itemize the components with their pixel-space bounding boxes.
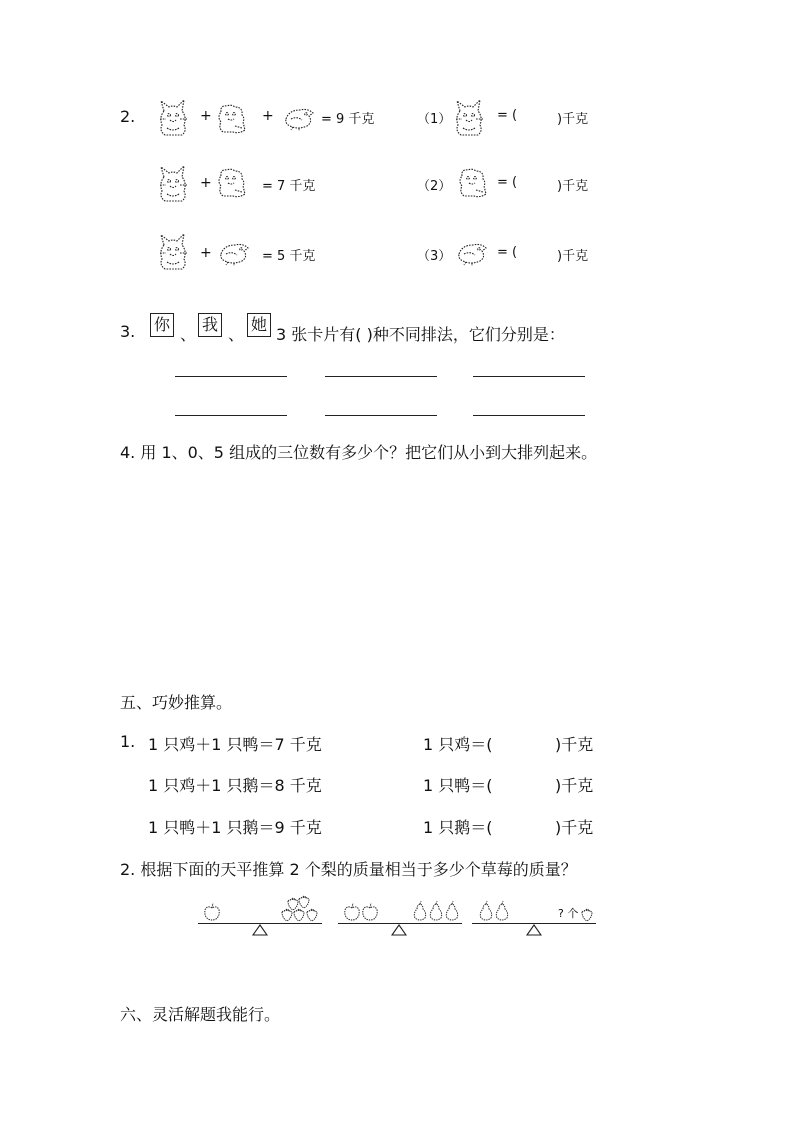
plus-sign: + <box>200 245 212 261</box>
answer-open: = ( <box>497 175 518 190</box>
dog-icon <box>215 102 249 136</box>
sub-index: （1） <box>417 112 452 127</box>
answer-unit: )千克 <box>557 179 589 194</box>
scale-fulcrum <box>252 924 268 936</box>
strawberry-icon <box>292 908 306 922</box>
question-text: 4. 用 1、0、5 组成的三位数有多少个？把它们从小到大排列起来。 <box>120 443 598 462</box>
card-wo: 我 <box>198 313 222 337</box>
answer-open: = ( <box>497 108 518 123</box>
plus-sign: + <box>262 108 274 124</box>
pear-icon <box>412 900 428 922</box>
answer-unit: )千克 <box>555 818 594 837</box>
bird-icon <box>456 240 490 266</box>
apple-icon <box>342 902 362 922</box>
equation-right: 1 只鸭＝( <box>423 776 493 795</box>
answer-unit: )千克 <box>557 112 589 127</box>
answer-unit: )千克 <box>555 735 594 754</box>
strawberry-icon <box>580 908 594 922</box>
plus-sign: + <box>200 175 212 191</box>
scale-fulcrum <box>391 924 407 936</box>
separator: 、 <box>228 325 245 344</box>
equation-result: = 7 千克 <box>262 179 316 194</box>
question-number: 1. <box>120 732 136 751</box>
sub-index: （2） <box>417 179 452 194</box>
apple-icon <box>202 902 222 922</box>
separator: 、 <box>180 325 197 344</box>
card-ni: 你 <box>150 313 174 337</box>
answer-line[interactable] <box>473 376 585 377</box>
sub-index: （3） <box>417 249 452 264</box>
dog-icon <box>215 166 249 200</box>
dog-icon <box>456 166 490 200</box>
answer-line[interactable] <box>175 415 287 416</box>
cat-icon <box>156 233 190 271</box>
answer-unit: )千克 <box>557 249 589 264</box>
cat-icon <box>156 165 190 203</box>
equation-right: 1 只鸡＝( <box>423 735 493 754</box>
bird-icon <box>218 240 252 266</box>
cat-icon <box>452 99 486 137</box>
card-ta: 她 <box>247 313 271 337</box>
cat-icon <box>156 99 190 137</box>
scale-fulcrum <box>526 924 542 936</box>
bird-icon <box>283 105 317 131</box>
apple-icon <box>360 902 380 922</box>
section-title: 六、灵活解题我能行。 <box>120 1005 281 1024</box>
question-number: 2. <box>120 107 136 126</box>
answer-line[interactable] <box>325 376 437 377</box>
question-number: 3. <box>120 322 136 341</box>
equation-left: 1 只鸭＋1 只鹅＝9 千克 <box>148 818 322 837</box>
pear-icon <box>494 900 510 922</box>
plus-sign: + <box>200 108 212 124</box>
pear-icon <box>444 900 460 922</box>
pear-icon <box>478 900 494 922</box>
answer-line[interactable] <box>473 415 585 416</box>
unknown-count: ? 个 <box>558 907 579 920</box>
strawberry-icon <box>297 895 311 909</box>
equation-result: = 5 千克 <box>262 249 316 264</box>
equation-left: 1 只鸡＋1 只鹅＝8 千克 <box>148 776 322 795</box>
section-title: 五、巧妙推算。 <box>120 693 233 712</box>
pear-icon <box>428 900 444 922</box>
equation-result: = 9 千克 <box>321 112 375 127</box>
answer-line[interactable] <box>175 376 287 377</box>
answer-unit: )千克 <box>555 776 594 795</box>
strawberry-icon <box>305 908 319 922</box>
answer-open: = ( <box>497 245 518 260</box>
question-text: 2. 根据下面的天平推算 2 个梨的质量相当于多少个草莓的质量？ <box>120 860 577 879</box>
question-text: 3 张卡片有( )种不同排法，它们分别是： <box>276 325 565 344</box>
equation-right: 1 只鹅＝( <box>423 818 493 837</box>
answer-line[interactable] <box>325 415 437 416</box>
equation-left: 1 只鸡＋1 只鸭＝7 千克 <box>148 735 322 754</box>
